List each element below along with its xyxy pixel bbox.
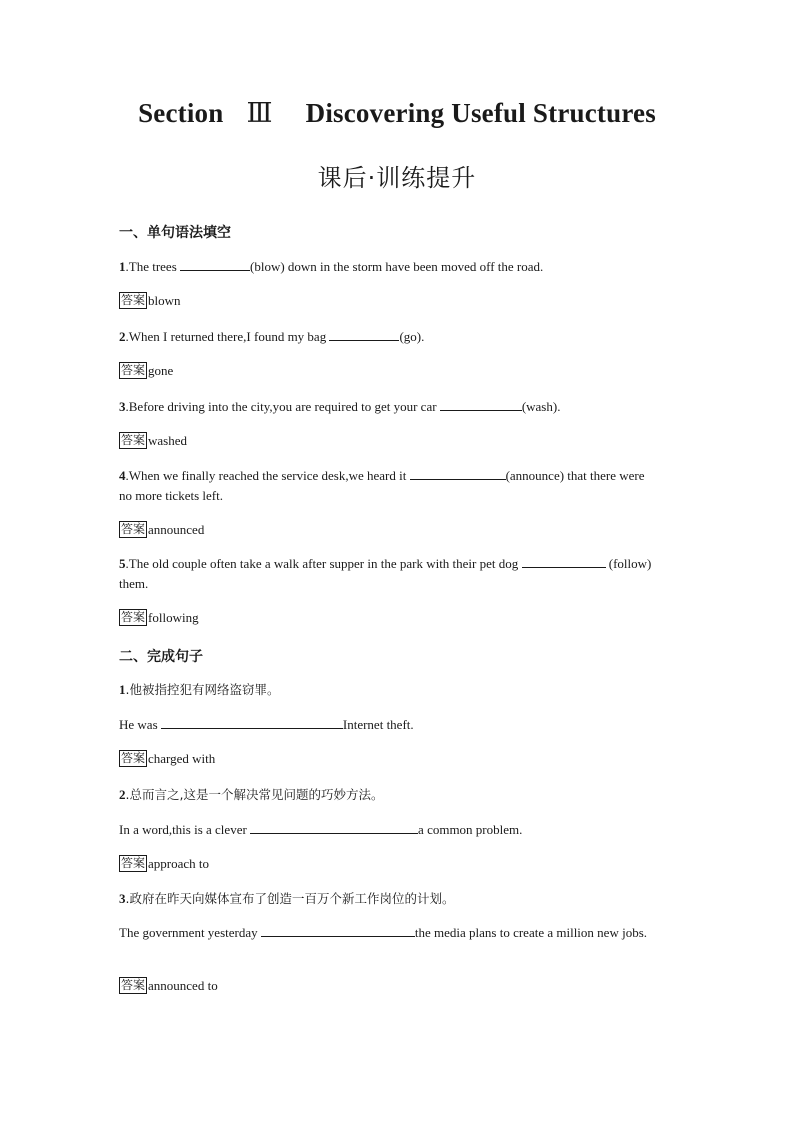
- question-number: 1: [119, 259, 126, 274]
- answer-blank: [440, 397, 522, 411]
- answer-3: [119, 432, 187, 450]
- answer-1: [119, 292, 181, 310]
- page-title: [0, 98, 794, 129]
- title-roman-numeral: Ⅲ: [246, 98, 273, 128]
- translation-1-chinese: [119, 680, 659, 700]
- answer-label-badge: 答案: [121, 293, 146, 307]
- translation-3-english: [119, 923, 659, 943]
- answer-text: approach to: [148, 856, 210, 871]
- translation-1-english: [119, 715, 659, 735]
- question-text-before: .When I returned there,I found my bag: [125, 329, 330, 344]
- sentence-text-before: In a word,this is a clever: [119, 822, 251, 837]
- question-number: 3: [119, 399, 126, 414]
- chinese-sentence: .总而言之,这是一个解决常见问题的巧妙方法。: [125, 787, 384, 802]
- answer-label-badge: 答案: [121, 610, 146, 624]
- answer-4: [119, 521, 204, 539]
- answer-text: charged with: [148, 751, 216, 766]
- answer-text: announced to: [148, 978, 218, 993]
- title-section-word: Section: [138, 98, 224, 128]
- chinese-sentence: .他被指控犯有网络盗窃罪。: [125, 682, 280, 697]
- question-number: 2: [119, 329, 126, 344]
- question-text-after: (announce) that there were no more tickets left.: [119, 468, 645, 503]
- answer-p2-2: [119, 855, 209, 873]
- answer-p2-3: [119, 977, 218, 995]
- translation-3-chinese: [119, 889, 659, 909]
- answer-2: [119, 362, 173, 380]
- answer-5: [119, 609, 199, 627]
- question-text-before: .Before driving into the city,you are required to get your car: [125, 399, 440, 414]
- answer-label-badge: 答案: [121, 363, 146, 377]
- question-number: 2: [119, 787, 126, 802]
- translation-2-english: [119, 820, 659, 840]
- answer-text: following: [148, 610, 199, 625]
- answer-label-badge: 答案: [121, 856, 146, 870]
- question-text-after: (wash).: [521, 399, 561, 414]
- section-heading-complete-sentences: 二、完成句子: [119, 649, 203, 665]
- answer-label-badge: 答案: [121, 978, 146, 992]
- question-2: [119, 327, 659, 347]
- question-text-after: (blow) down in the storm have been moved off the road.: [250, 259, 544, 274]
- question-5: [119, 554, 659, 594]
- page-subtitle: 课后·训练提升: [317, 164, 477, 192]
- sentence-text-before: The government yesterday: [119, 925, 261, 940]
- answer-blank: [261, 923, 415, 937]
- answer-blank: [329, 327, 399, 341]
- answer-label-badge: 答案: [121, 522, 146, 536]
- sentence-text-before: He was: [119, 717, 161, 732]
- question-3: [119, 397, 659, 417]
- answer-blank: [161, 715, 343, 729]
- question-4: [119, 466, 659, 506]
- question-text-before: .The trees: [125, 259, 181, 274]
- answer-blank: [522, 554, 606, 568]
- answer-blank: [250, 820, 418, 834]
- sentence-text-after: the media plans to create a million new jobs.: [414, 925, 648, 940]
- question-number: 4: [119, 468, 126, 483]
- answer-p2-1: [119, 750, 215, 768]
- answer-blank: [180, 257, 250, 271]
- answer-text: blown: [148, 293, 181, 308]
- question-text-after: (go).: [399, 329, 425, 344]
- translation-2-chinese: [119, 785, 659, 805]
- answer-text: announced: [148, 522, 205, 537]
- question-text-after: (follow) them.: [119, 556, 652, 591]
- question-1: [119, 257, 659, 277]
- answer-text: washed: [148, 433, 188, 448]
- chinese-sentence: .政府在昨天向媒体宣布了创造一百万个新工作岗位的计划。: [125, 891, 455, 906]
- question-number: 5: [119, 556, 126, 571]
- sentence-text-after: a common problem.: [418, 822, 523, 837]
- question-text-before: .The old couple often take a walk after supper in the park with their pet dog: [125, 556, 522, 571]
- section-heading-grammar-fill: 一、单句语法填空: [119, 225, 231, 241]
- answer-blank: [410, 466, 506, 480]
- title-name: Discovering Useful Structures: [305, 98, 656, 128]
- sentence-text-after: Internet theft.: [342, 717, 414, 732]
- question-text-before: .When we finally reached the service desk,we heard it: [125, 468, 410, 483]
- question-number: 3: [119, 891, 126, 906]
- question-number: 1: [119, 682, 126, 697]
- answer-label-badge: 答案: [121, 751, 146, 765]
- answer-label-badge: 答案: [121, 433, 146, 447]
- answer-text: gone: [148, 363, 174, 378]
